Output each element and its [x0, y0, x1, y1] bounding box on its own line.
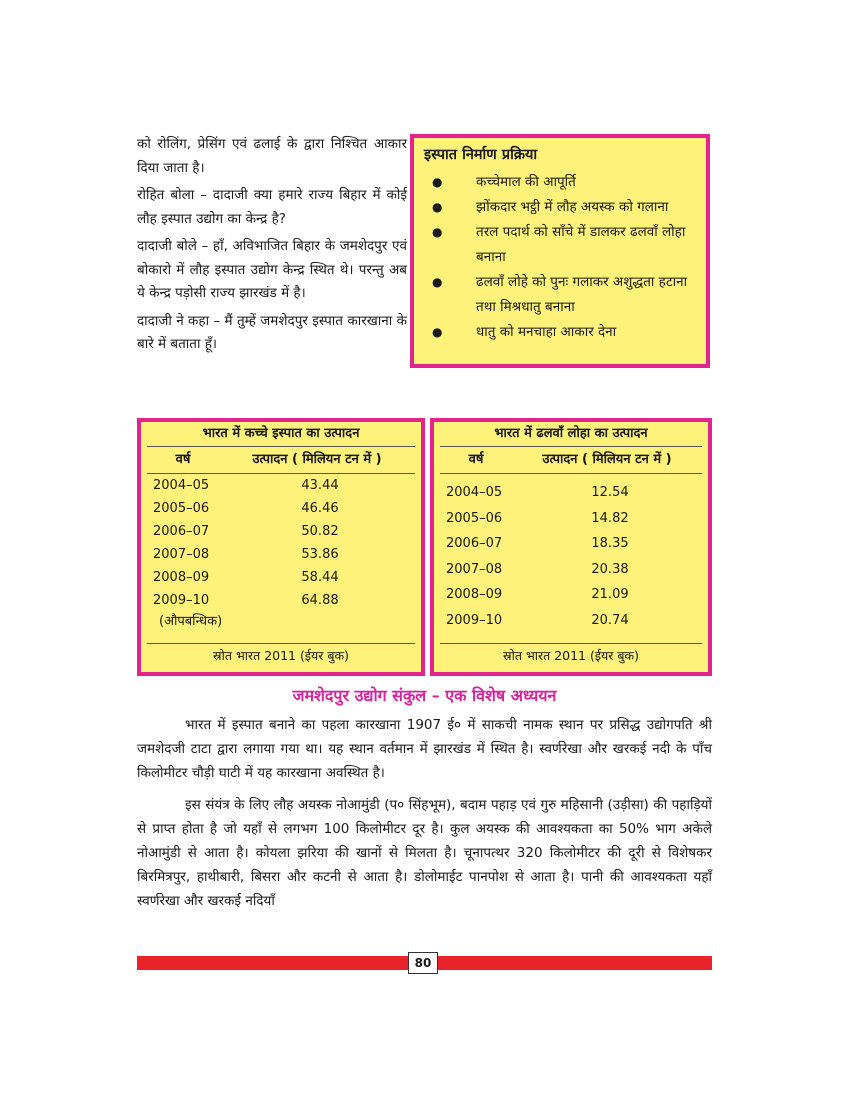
cell-value: 46.46 — [301, 501, 339, 516]
cell-year: 2006–07 — [153, 524, 210, 539]
intro-paragraph-3: दादाजी बोले – हाँ, अविभाजित बिहार के जमशेदपुर एवं बोकारो में लौह इस्पात उद्योग केन्द्र स्थित थे। परन्तु अब ये केन्द्र पड़ोसी राज्य झारखंड में है। — [137, 238, 407, 301]
cell-value: 18.35 — [591, 536, 629, 551]
cell-value: 12.54 — [591, 485, 629, 500]
section-paragraph-1: भारत में इस्पात बनाने का पहला कारखाना 1907 ई० में साकची नामक स्थान पर प्रसिद्ध उद्योगपति श्री जमशेदजी टाटा द्वारा लगाया गया था। यह स्थान वर्तमान में झारखंड में स्थित है। स्वर्णरेखा और खरकई नदी के पाँच किलोमीटर चौड़ी घाटी में यह कारखाना अवस्थित है। — [137, 717, 712, 781]
table-row — [440, 506, 702, 532]
column-header-year: वर्ष — [468, 452, 484, 467]
cell-year: 2005–06 — [153, 501, 210, 516]
table-source: स्रोत भारत 2011 (ईयर बुक) — [440, 643, 702, 668]
cell-year: 2007–08 — [446, 561, 503, 577]
process-item: ● कच्चेमाल की आपूर्ति — [424, 170, 696, 195]
page-number: 80 — [408, 952, 438, 974]
table-row — [147, 497, 415, 520]
cell-year: 2006–07 — [446, 536, 503, 551]
cell-value: 43.44 — [301, 478, 339, 493]
cell-year: 2008–09 — [153, 570, 210, 585]
process-item: ● ढलवाँ लोहे को पुनः गलाकर अशुद्धता हटाना तथा मिश्रधातु बनाना — [424, 270, 696, 320]
table-note: (औपबन्धिक) — [159, 614, 223, 629]
process-list — [424, 170, 696, 345]
table-row — [147, 543, 415, 566]
cell-value: 14.82 — [591, 510, 629, 526]
cell-year: 2008–09 — [446, 587, 503, 602]
pig-iron-table — [430, 418, 712, 676]
process-item: ● धातु को मनचाहा आकार देना — [424, 320, 696, 345]
table-row — [147, 520, 415, 543]
intro-paragraph-2: रोहित बोला – दादाजी क्या हमारे राज्य बिहार में कोई लौह इस्पात उद्योग का केन्द्र है? — [137, 187, 407, 227]
table-row — [440, 557, 702, 583]
table-header — [147, 447, 415, 474]
cell-value: 64.88 — [301, 593, 339, 608]
table-row — [147, 474, 415, 497]
intro-text — [137, 133, 407, 361]
cell-year: 2004–05 — [153, 478, 210, 493]
cell-value: 58.44 — [301, 570, 339, 585]
cell-value: 20.74 — [591, 612, 629, 628]
section-paragraph-2: इस संयंत्र के लिए लौह अयस्क नोआमुंडी (प० सिंहभूम), बदाम पहाड़ एवं गुरु महिसानी (उड़ीसा) की पहाड़ियों से प्राप्त होता है जो यहाँ से लगभग 100 किलोमीटर दूर है। कुल अयस्क की आवश्यकता का 50% भाग अकेले नोआमुंडी से आता है। कोयला झरिया की खानों से मिलता है। चूनापत्थर 320 किलोमीटर की दूरी से विशेषकर बिरमित्रपुर, हाथीबारी, बिसरा और कटनी से आता है। डोलोमाईट पानपोश से आता है। पानी की आवश्यकता यहाँ स्वर्णरेखा और खरकई नदियाँ — [137, 797, 712, 909]
table-row — [147, 589, 415, 612]
column-header-value: उत्पादन ( मिलियन टन में ) — [252, 452, 382, 467]
table-row — [440, 480, 702, 506]
intro-paragraph-1: को रोलिंग, प्रेसिंग एवं ढलाई के द्वारा निश्चित आकार दिया जाता है। — [137, 136, 407, 176]
cell-year: 2005–06 — [446, 510, 503, 526]
table-title: भारत में कच्चे इस्पात का उत्पादन — [147, 422, 415, 447]
table-body — [440, 474, 702, 633]
table-row — [440, 582, 702, 608]
table-body — [147, 474, 415, 632]
process-item: ● तरल पदार्थ को साँचे में डालकर ढलवाँ लोहा बनाना — [424, 220, 696, 270]
table-header — [440, 447, 702, 474]
cell-value: 50.82 — [301, 524, 339, 539]
cell-year: 2009–10 — [153, 593, 210, 608]
cell-year: 2009–10 — [446, 612, 503, 628]
cell-year: 2007–08 — [153, 547, 210, 562]
cell-value: 21.09 — [591, 587, 629, 602]
column-header-year: वर्ष — [175, 452, 191, 467]
steel-process-box — [410, 134, 710, 368]
table-row — [440, 531, 702, 557]
table-title: भारत में ढलवाँ लोहा का उत्पादन — [440, 422, 702, 447]
process-item: ● झोंकदार भट्ठी में लौह अयस्क को गलाना — [424, 195, 696, 220]
table-row — [147, 566, 415, 589]
process-title: इस्पात निर्माण प्रक्रिया — [424, 147, 538, 163]
section-body — [137, 713, 712, 921]
table-source: स्रोत भारत 2011 (ईयर बुक) — [147, 643, 415, 668]
cell-year: 2004–05 — [446, 485, 503, 500]
cell-value: 53.86 — [301, 547, 339, 562]
table-row — [440, 608, 702, 634]
section-heading: जमशेदपुर उद्योग संकुल – एक विशेष अध्ययन — [292, 686, 557, 705]
intro-paragraph-4: दादाजी ने कहा – मैं तुम्हें जमशेदपुर इस्पात कारखाना के बारे में बताता हूँ। — [137, 312, 407, 352]
column-header-value: उत्पादन ( मिलियन टन में ) — [542, 452, 672, 467]
crude-steel-table — [137, 418, 425, 676]
cell-value: 20.38 — [591, 561, 629, 577]
